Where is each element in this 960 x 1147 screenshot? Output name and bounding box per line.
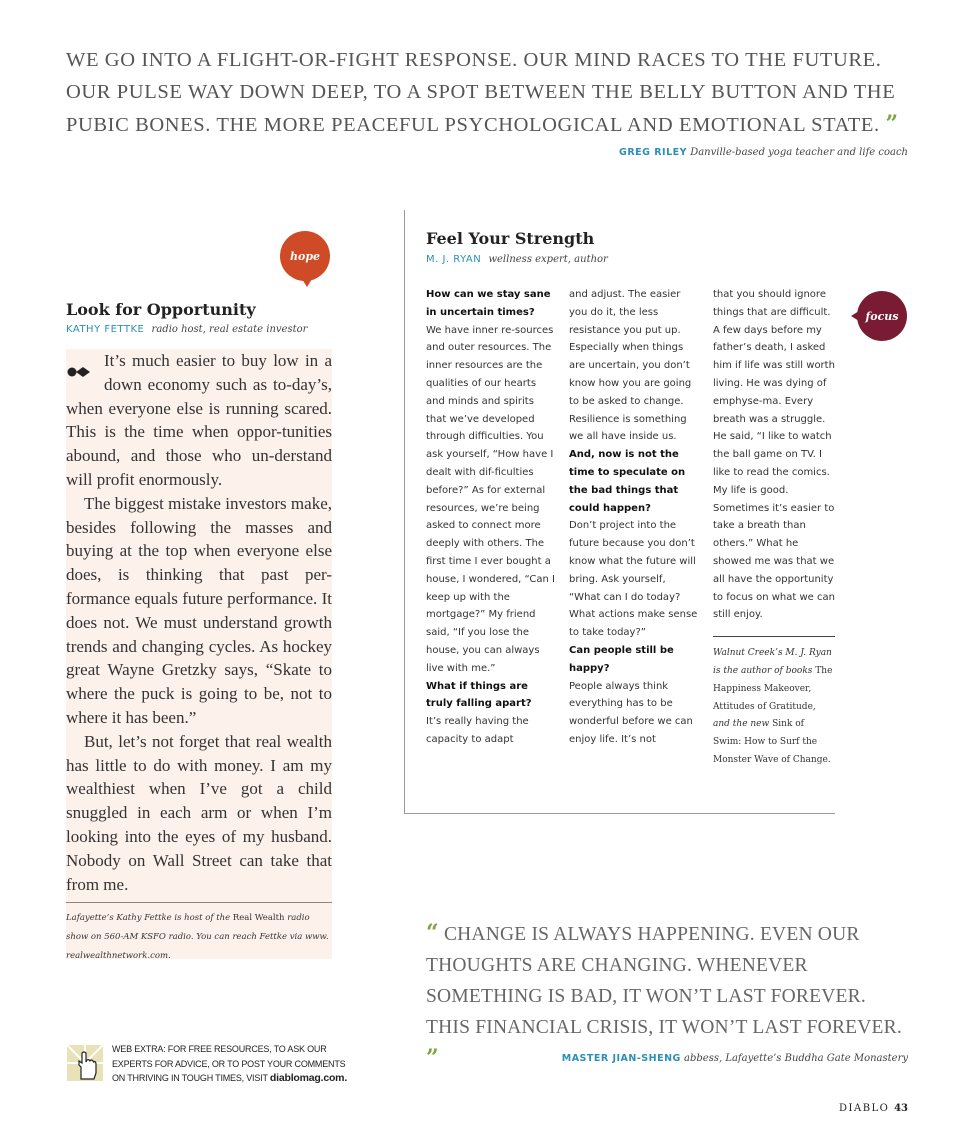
page-footer — [839, 1103, 908, 1114]
question: And, now is not the time to speculate on the bad things that could happen? — [569, 449, 686, 514]
diamond-bullet-icon — [66, 349, 104, 379]
question: What if things are truly falling apart? — [426, 680, 532, 710]
box-left-rule — [404, 210, 405, 814]
author-bio: Walnut Creek’s M. J. Ryan is the author of books The Happiness Makeover, Attitudes of Gratitude, and the new Sink of Swim: How to Surf the Monster Wave of Change. — [713, 636, 835, 770]
pointing-hand-icon — [67, 1045, 103, 1081]
hope-badge — [280, 231, 330, 281]
answer: People always think everything has to be wonderful before we can enjoy life. It’s not — [569, 680, 693, 745]
top-quote-text: WE GO INTO A FLIGHT-OR-FIGHT RESPONSE. OUR MIND RACES TO THE FUTURE. OUR PULSE WAY DOWN DEEP, TO A SPOT BETWEEN THE BELLY BUTTON AND THE PUBIC BONES. THE MORE PEACEFUL PSYCHOLOGICAL AND EMOTIONAL STATE. — [66, 49, 896, 136]
right-article-byline — [426, 254, 608, 265]
right-article-role: wellness expert, author — [488, 254, 608, 265]
left-paragraph-1: It’s much easier to buy low in a down economy such as to-day’s, when everyone else is running scared. This is the time when oppor-tunities abound, and those who un-derstand will profit enormously. — [66, 351, 332, 489]
top-quote-role: Danville-based yoga teacher and life coach — [690, 147, 908, 158]
question: How can we stay sane in uncertain times? — [426, 289, 551, 318]
answer: that you should ignore things that are difficult. A few days before my father’s death, I asked him if life was still worth living. He was dying of emphyse-ma. Every breath was a struggle. He said, “I like to watch the ball game on TV. I like to read the comics. My life is good. Sometimes it’s easier to take a breath than others.” What he showed me was that we all have the opportunity to focus on what we can still enjoy. — [713, 289, 835, 621]
close-quote-icon: ” — [426, 1045, 439, 1071]
top-pull-quote — [66, 44, 908, 141]
left-paragraph-2: The biggest mistake investors make, besides following the masses and buying at the top when everyone else does, is thinking that past per-formance equals future performance. It does not. We must understand growth trends and changing cycles. As hockey great Wayne Gretzky says, “Skate to where the puck is going to be, not to where it has been.” — [66, 493, 332, 727]
interview-column-1 — [426, 286, 556, 749]
answer: and adjust. The easier you do it, the less resistance you put up. Especially when things are uncertain, you don’t know how you are going to be asked to change. Resilience is something we all have inside us. — [569, 289, 692, 443]
bottom-pull-quote — [426, 918, 908, 1075]
web-extra-note — [112, 1042, 352, 1086]
top-quote-speaker: GREG RILEY — [619, 147, 688, 158]
left-article-byline — [66, 324, 307, 335]
page-number: 43 — [894, 1103, 908, 1114]
left-article-body — [66, 349, 332, 959]
right-article-title: Feel Your Strength — [426, 229, 595, 248]
left-paragraph-3: But, let’s not forget that real wealth has little to do with money. I am my wealthiest when I’ve got a child snuggled in each arm or when I’m looking into the eyes of my husband. Nobody on Wall Street can take that from me. — [66, 731, 332, 894]
focus-badge-label: focus — [865, 309, 899, 323]
bottom-quote-text: CHANGE IS ALWAYS HAPPENING. EVEN OUR THOUGHTS ARE CHANGING. WHENEVER SOMETHING IS BAD, IT WON’T LAST FOREVER. THIS FINANCIAL CRISIS, IT WON’T LAST FOREVER. — [426, 924, 902, 1038]
box-bottom-rule — [404, 813, 835, 814]
answer: Don’t project into the future because you don’t know what the future will bring. Ask yourself, “What can I do today? What actions make sense to take today?” — [569, 520, 698, 639]
focus-badge — [857, 291, 907, 341]
web-extra-link[interactable]: diablomag.com. — [269, 1072, 348, 1084]
web-extra-text: WEB EXTRA: FOR FREE RESOURCES, TO ASK OUR EXPERTS FOR ADVICE, OR TO POST YOUR COMMENTS ON THRIVING IN TOUGH TIMES, VISIT — [112, 1044, 346, 1083]
close-quote-icon: ” — [885, 111, 899, 137]
left-article-note: Lafayette’s Kathy Fettke is host of the Real Wealth radio show on 560-AM KSFO radio. You can reach Fettke via www. realwealthnetwork.com. — [66, 902, 332, 966]
top-quote-credit — [619, 147, 908, 158]
left-article-title: Look for Opportunity — [66, 300, 256, 319]
answer: We have inner re-sources and outer resources. The inner resources are the qualities of our hearts and minds and spirits that we’ve developed through difficulties. You ask yourself, “How have I dealt with dif-ficulties before?” As for external resources, we’re being asked to connect more deeply with others. The first time I ever bought a house, I wondered, “Can I keep up with the mortgage?” My friend said, “If you lose the house, you can always live with me.” — [426, 324, 555, 674]
magazine-name: DIABLO — [839, 1103, 890, 1114]
left-article-role: radio host, real estate investor — [151, 324, 308, 335]
question: Can people still be happy? — [569, 644, 674, 674]
left-article-author: KATHY FETTKE — [66, 324, 145, 335]
bottom-quote-speaker: MASTER JIAN-SHENG — [561, 1053, 681, 1064]
hope-badge-label: hope — [289, 249, 321, 263]
answer: It’s really having the capacity to adapt — [426, 716, 529, 745]
interview-column-3 — [713, 286, 835, 770]
bottom-quote-role: abbess, Lafayette’s Buddha Gate Monastery — [684, 1053, 908, 1064]
interview-column-2 — [569, 286, 699, 749]
open-quote-icon: “ — [426, 920, 439, 946]
bottom-quote-credit — [562, 1053, 908, 1064]
right-article-author: M. J. RYAN — [426, 254, 482, 265]
